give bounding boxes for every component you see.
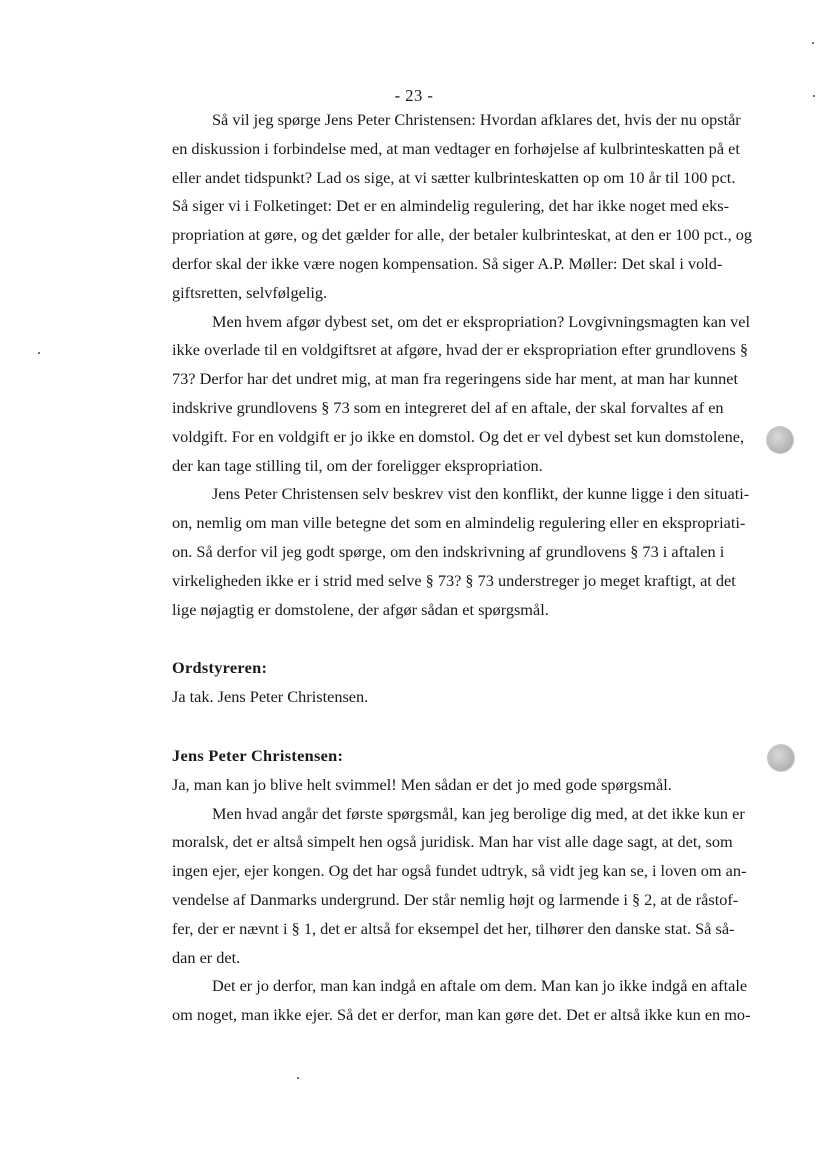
paragraph-4 [172, 800, 772, 973]
text-line: on, nemlig om man ville betegne det som en almindelig regulering eller en ekspropriati- [172, 513, 746, 533]
text-line: 73? Derfor har det undret mig, at man fra regeringens side har ment, at man har kunnet [172, 369, 739, 389]
text-line: Men hvad angår det første spørgsmål, kan jeg berolige dig med, at det ikke kun er [212, 803, 745, 823]
speaker-name: Jens Peter Christensen: [172, 745, 344, 765]
speaker-name: Ordstyreren: [172, 658, 268, 678]
scan-speck [812, 42, 814, 44]
text-line: ingen ejer, ejer kongen. Og det har også fundet udtryk, så vidt jeg kan se, i loven om an- [172, 861, 747, 881]
paragraph-1 [172, 106, 772, 308]
text-line: om noget, man ikke ejer. Så det er derfor, man kan gøre det. Det er altså ikke kun en mo- [172, 1005, 751, 1025]
text-line: Det er jo derfor, man kan indgå en aftale om dem. Man kan jo ikke indgå en aftale [212, 976, 748, 996]
scan-speck [38, 352, 40, 354]
spacer [172, 624, 772, 654]
text-line: propriation at gøre, og det gælder for alle, der betaler kulbrinteskat, at den er 100 pct., og [172, 225, 753, 245]
punch-hole-icon [767, 427, 793, 453]
text-line: giftsretten, selvfølgelig. [172, 282, 328, 302]
text-line: lige nøjagtig er domstolene, der afgør sådan et spørgsmål. [172, 599, 549, 619]
text-line: voldgift. For en voldgift er jo ikke en domstol. Og det er vel dybest set kun domstolene, [172, 426, 745, 446]
speaker-text: Ja, man kan jo blive helt svimmel! Men sådan er det jo med gode spørgsmål. [172, 774, 672, 794]
text-line: fer, der er nævnt i § 1, det er altså for eksempel det her, tilhører den danske stat. Så så- [172, 918, 735, 938]
paragraph-5 [172, 972, 772, 1030]
speaker-text: Ja tak. Jens Peter Christensen. [172, 687, 369, 707]
text-line: ikke overlade til en voldgiftsret at afgøre, hvad der er ekspropriation efter grundlovens § [172, 340, 748, 360]
text-line: en diskussion i forbindelse med, at man vedtager en forhøjelse af kulbrinteskatten på et [172, 138, 740, 158]
page-number: - 23 - [394, 86, 434, 105]
scan-speck [297, 1077, 299, 1079]
text-line: Men hvem afgør dybest set, om det er ekspropriation? Lovgivningsmagten kan vel [212, 311, 751, 331]
text-line: on. Så derfor vil jeg godt spørge, om den indskrivning af grundlovens § 73 i aftalen i [172, 541, 725, 561]
text-line: vendelse af Danmarks undergrund. Der står nemlig højt og larmende i § 2, at de råstof- [172, 889, 739, 909]
document-body [172, 106, 772, 1030]
text-line: indskrive grundlovens § 73 som en integreret del af en aftale, der skal forvaltes af en [172, 397, 724, 417]
text-line: moralsk, det er altså simpelt hen også juridisk. Man har vist alle dage sagt, at det, som [172, 832, 733, 852]
paragraph-2 [172, 308, 772, 481]
punch-hole-icon [768, 745, 794, 771]
text-line: Jens Peter Christensen selv beskrev vist den konflikt, der kunne ligge i den situati- [212, 484, 750, 504]
spacer [172, 712, 772, 742]
text-line: Så siger vi i Folketinget: Det er en almindelig regulering, det har ikke noget med eks- [172, 196, 730, 216]
paragraph-3 [172, 480, 772, 624]
text-line: virkeligheden ikke er i strid med selve § 73? § 73 understreger jo meget kraftigt, at det [172, 570, 736, 590]
text-line: der kan tage stilling til, om der foreligger ekspropriation. [172, 455, 543, 475]
scan-speck [813, 95, 815, 97]
text-line: Så vil jeg spørge Jens Peter Christensen: Hvordan afklares det, hvis der nu opstår [212, 110, 741, 129]
text-line: eller andet tidspunkt? Lad os sige, at vi sætter kulbrinteskatten op om 10 år til 100 pct. [172, 167, 736, 187]
text-line: dan er det. [172, 947, 241, 967]
text-line: derfor skal der ikke være nogen kompensation. Så siger A.P. Møller: Det skal i vold- [172, 253, 723, 273]
